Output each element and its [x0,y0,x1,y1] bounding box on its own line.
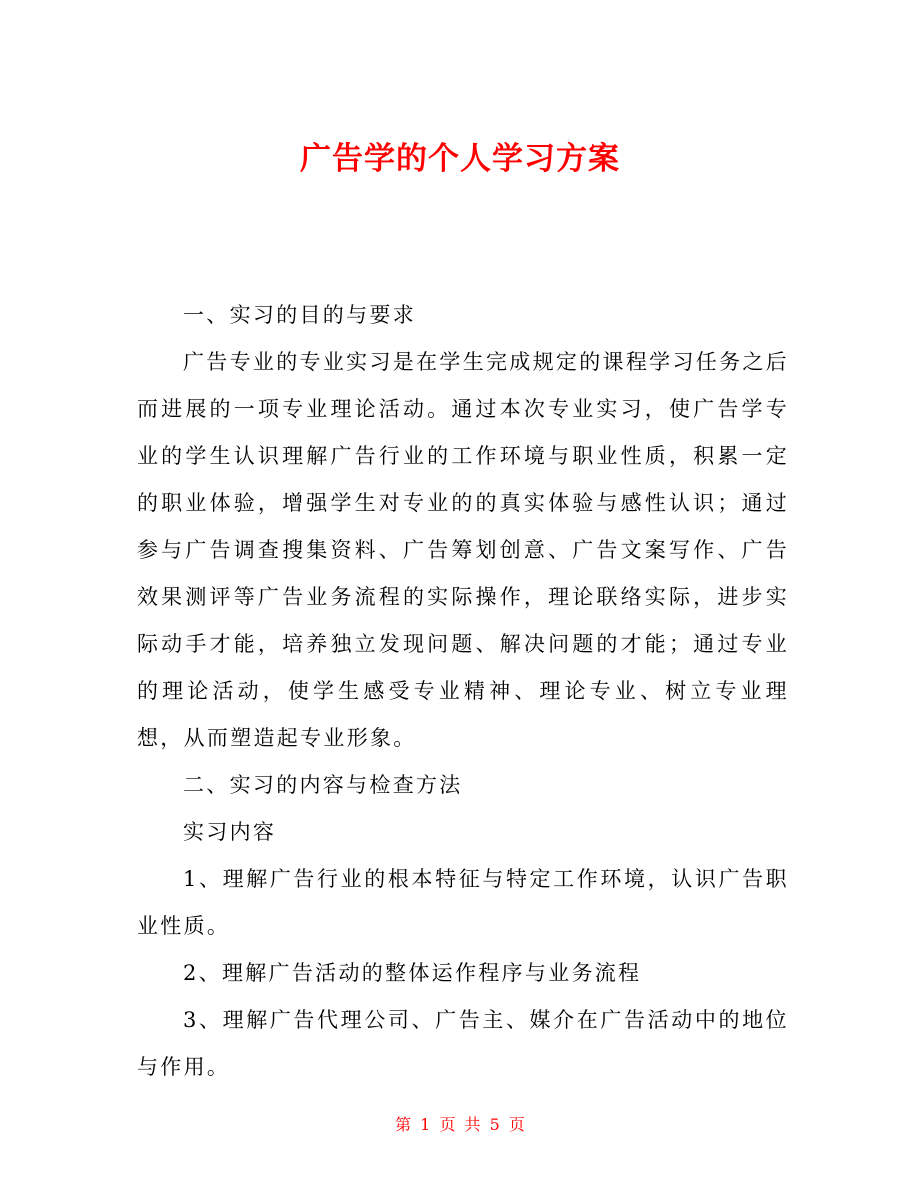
section-heading-1: 一、实习的目的与要求 [183,303,416,327]
subheading: 实习内容 [183,820,277,844]
list-item: 2、理解广告活动的整体运作程序与业务流程 [183,961,642,985]
list-item: 1、理解广告行业的根本特征与特定工作环境，认识广告职业性质。 [137,867,789,938]
document-body [137,292,789,1091]
body-paragraph: 广告专业的专业实习是在学生完成规定的课程学习任务之后而进展的一项专业理论活动。通过本次专业实习，使广告学专业的学生认识理解广告行业的工作环境与职业性质，积累一定的职业体验，增强学生对专业的的真实体验与感性认识；通过参与广告调查搜集资料、广告筹划创意、广告文案写作、广告效果测评等广告业务流程的实际操作，理论联络实际，进步实际动手才能，培养独立发现问题、解决问题的才能；通过专业的理论活动，使学生感受专业精神、理论专业、树立专业理想，从而塑造起专业形象。 [137,350,789,750]
list-item: 3、理解广告代理公司、广告主、媒介在广告活动中的地位与作用。 [137,1008,789,1079]
section-heading-2: 二、实习的内容与检查方法 [183,773,463,797]
page-number-footer: 第 1 页 共 5 页 [395,1115,525,1134]
document-title: 广告学的个人学习方案 [300,140,620,177]
